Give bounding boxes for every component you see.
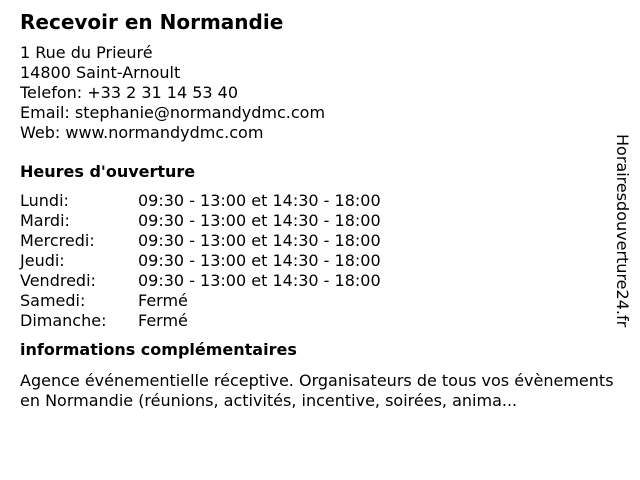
watermark-text: Horairesdouverture24.fr xyxy=(613,134,632,328)
email-address: Email: stephanie@normandydmc.com xyxy=(20,103,326,122)
phone-number: Telefon: +33 2 31 14 53 40 xyxy=(20,83,239,102)
hours-day: Dimanche: xyxy=(20,311,107,330)
website: Web: www.normandydmc.com xyxy=(20,123,264,142)
hours-table xyxy=(20,191,612,331)
address-city: 14800 Saint-Arnoult xyxy=(20,63,181,82)
hours-time: Fermé xyxy=(138,311,188,330)
info-description: Agence événementielle réceptive. Organisateurs de tous vos évènements en Normandie (réunions, activités, incentive, soirées, anima... xyxy=(20,371,614,410)
hours-time: 09:30 - 13:00 et 14:30 - 18:00 xyxy=(138,211,381,230)
hours-time: Fermé xyxy=(138,291,188,310)
hours-time: 09:30 - 13:00 et 14:30 - 18:00 xyxy=(138,231,381,250)
hours-row xyxy=(20,271,612,291)
info-heading: informations complémentaires xyxy=(20,340,297,359)
address-block xyxy=(20,43,612,143)
hours-row xyxy=(20,191,612,211)
hours-row xyxy=(20,211,612,231)
business-name: Recevoir en Normandie xyxy=(20,10,284,34)
hours-day: Lundi: xyxy=(20,191,69,210)
hours-row xyxy=(20,291,612,311)
hours-day: Jeudi: xyxy=(20,251,65,270)
hours-time: 09:30 - 13:00 et 14:30 - 18:00 xyxy=(138,191,381,210)
hours-day: Samedi: xyxy=(20,291,86,310)
hours-row xyxy=(20,231,612,251)
address-street: 1 Rue du Prieuré xyxy=(20,43,153,62)
hours-day: Vendredi: xyxy=(20,271,96,290)
hours-time: 09:30 - 13:00 et 14:30 - 18:00 xyxy=(138,271,381,290)
business-card xyxy=(20,10,612,411)
hours-heading: Heures d'ouverture xyxy=(20,162,196,181)
hours-day: Mardi: xyxy=(20,211,70,230)
hours-time: 09:30 - 13:00 et 14:30 - 18:00 xyxy=(138,251,381,270)
hours-day: Mercredi: xyxy=(20,231,95,250)
hours-row xyxy=(20,311,612,331)
hours-row xyxy=(20,251,612,271)
